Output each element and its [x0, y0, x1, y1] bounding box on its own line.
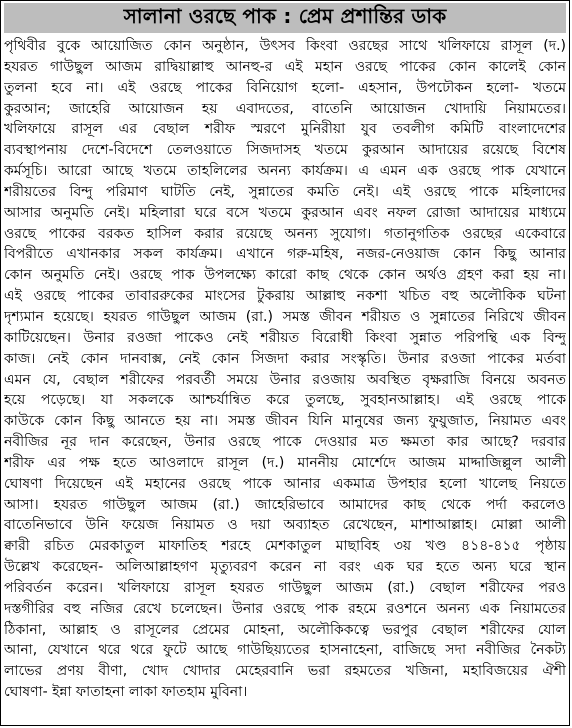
- article-line: এই ওরছে পাকের তাবাররুকের মাংসের টুকরায় আল্লাহু নকশা খচিত বহু অলৌকিক ঘটনা: [4, 288, 566, 305]
- article-line: আসা। হযরত গাউছুল আজম (রা.) জাহেরিভাবে আমাদের কাছ থেকে পর্দা করলেও: [4, 496, 566, 513]
- article-line: দস্তগীরির বহু নজির রেখে চলেছেন। উনার ওরছে পাক রহমে রওশনে অনন্য এক নিয়ামতের: [4, 600, 566, 617]
- article-line: আসার অনুমতি নেই। মহিলারা ঘরে বসে খতমে কুরআন এবং নফল রোজা আদায়ের মাধ্যমে: [4, 204, 566, 221]
- article-line: কোন অনুমতি নেই। ওরছে পাক উপলক্ষ্যে কারো কাছ থেকে কোন অর্থও গ্রহণ করা হয় না।: [4, 267, 566, 284]
- article-line: ঠিকানা, আল্লাহ ও রাসূলের প্রেমের মোহনা, অলৌকিকত্বে ভরপুর বেছাল শরীফের যোল: [4, 621, 566, 638]
- article-line: নবীজির নূর দান করেছেন, উনার ওরছে পাকে দেওয়ার মত ক্ষমতা কার আছে? দরবার: [4, 434, 566, 451]
- article-title: সালানা ওরছে পাক : প্রেম প্রশান্তির ডাক: [123, 3, 447, 28]
- article-line: আনা, যেখানে থরে থরে ফুটে আছে গাউছিয়্যতের হাসনাহেনা, বাজিছে সদা নবীজির নৈকট্য: [4, 642, 566, 659]
- article-body: [4, 36, 566, 724]
- article-line: বিপরীতে এখানকার সকল কার্যক্রম। এখানে গরু-মহিষ, নজর-নেওয়াজ কোন কিছু আনার: [4, 246, 566, 263]
- article-line: খলিফায়ে রাসূল এর বেছাল শরীফ স্মরণে মুনিরীয়া যুব তবলীগ কমিটি বাংলাদেশের: [4, 121, 566, 138]
- article-line: হযরত গাউছুল আজম রাদ্বিয়াল্লাহু আনহু-র এই মহান ওরছে পাকের কোন কালেই কোন: [4, 58, 566, 75]
- article-line: তুলনা হবে না। এই ওরছে পাকের বিনিয়োগ হলো- এহসান, উপঢৌকন হলো- খতমে: [4, 79, 566, 96]
- article-line: উল্লেখ করেছেন- অলিআল্লাহগণ মৃত্যুবরণ করেন না বরং এক ঘর হতে অন্য ঘরে স্থান: [4, 559, 566, 576]
- article-line: হয়ে পড়েছে। যা সকলকে আশ্চর্যান্বিত করে তুলছে, সুবহানআল্লাহ। এই ওরছে পাকে: [4, 392, 566, 409]
- article-line: কুরআন; জাহেরি আয়োজন হয় এবাদতের, বাতেনি আয়োজন খোদায়ি নিয়ামতের।: [4, 100, 566, 117]
- article-line: শরীয়তের বিন্দু পরিমাণ ঘাটতি নেই, সুন্নাতের কমতি নেই। এই ওরছে পাকে মহিলাদের: [4, 183, 566, 200]
- article-line: দৃশ্যমান হয়েছে। হযরত গাউছুল আজম (রা.) সমস্ত জীবন শরীয়ত ও সুন্নাতের নিরিখে জীবন: [4, 308, 566, 325]
- article-line: ব্যবস্থাপনায় দেশে-বিদেশে তেলওয়াতে সিজদাসহ খতমে কুরআন আদায়ের রয়েছে বিশেষ: [4, 142, 566, 159]
- article-line: বাতেনিভাবে উনি ফয়েজ নিয়ামত ও দয়া অব্যাহত রেখেছেন, মাশাআল্লাহ। মোল্লা আলী: [4, 517, 566, 534]
- article-line: কাটিয়েছেন। উনার রওজা পাকেও নেই শরীয়ত বিরোধী কিংবা সুন্নাত পরিপন্থি এক বিন্দু: [4, 329, 566, 346]
- article-line: লাভের প্রণয় বীণা, খোদ খোদার মেহেরবানি ভরা রহমতের খজিনা, মহাবিজয়ের ঐশী: [4, 663, 566, 680]
- article-line: কর্মসূচি। আরো আছে খতমে তাহলিলের অনন্য কার্যক্রম। এ এমন এক ওরছে পাক যেখানে: [4, 163, 566, 180]
- article-line: শরীফ এর পক্ষ হতে আওলাদে রাসূল (দ.) মাননীয় মোর্শেদে আজম মাদ্দাজিল্লুল আলী: [4, 454, 566, 471]
- article-line: ঘোষণা দিয়েছেন এই মহানের ওরছে পাকে আনার একমাত্র উপহার হলো খালেছ নিয়তে: [4, 475, 566, 492]
- article-line: কাউকে কোন কিছু আনতে হয় না। সমস্ত জীবন যিনি মানুষের জন্য ফুয়ুজাত, নিয়ামত এবং: [4, 413, 566, 430]
- article-line: কাজ। নেই কোন দানবাক্স, নেই কোন সিজদা করার সংস্কৃতি। উনার রওজা পাকের মর্তবা: [4, 350, 566, 367]
- article-line: পরিবর্তন করেন। খলিফায়ে রাসূল হযরত গাউছুল আজম (রা.) বেছাল শরীফের পরও: [4, 579, 566, 596]
- article-line: ওরছে পাকের বরকত হাসিল করার রয়েছে অনন্য সুযোগ। গতানুগতিক ওরছের একেবারে: [4, 225, 566, 242]
- article-line: ঘোষণা- ইন্না ফাতাহনা লাকা ফাতহাম মুবিনা।: [4, 684, 248, 701]
- title-bar: [4, 3, 566, 33]
- article-line: এমন যে, বেছাল শরীফের পরবর্তী সময়ে উনার রওজায় অবস্থিত বৃক্ষরাজি বিনয়ে অবনত: [4, 371, 566, 388]
- article-line: ক্বারী রচিত মেরকাতুল মাফাতিহ শরহে মেশকাতুল মাছাবিহ ৩য় খণ্ড ৪১৪-৪১৫ পৃষ্ঠায়: [4, 538, 566, 555]
- article-line: পৃথিবীর বুকে আয়োজিত কোন অনুষ্ঠান, উৎসব কিংবা ওরছের সাথে খলিফায়ে রাসূল (দ.): [4, 38, 566, 54]
